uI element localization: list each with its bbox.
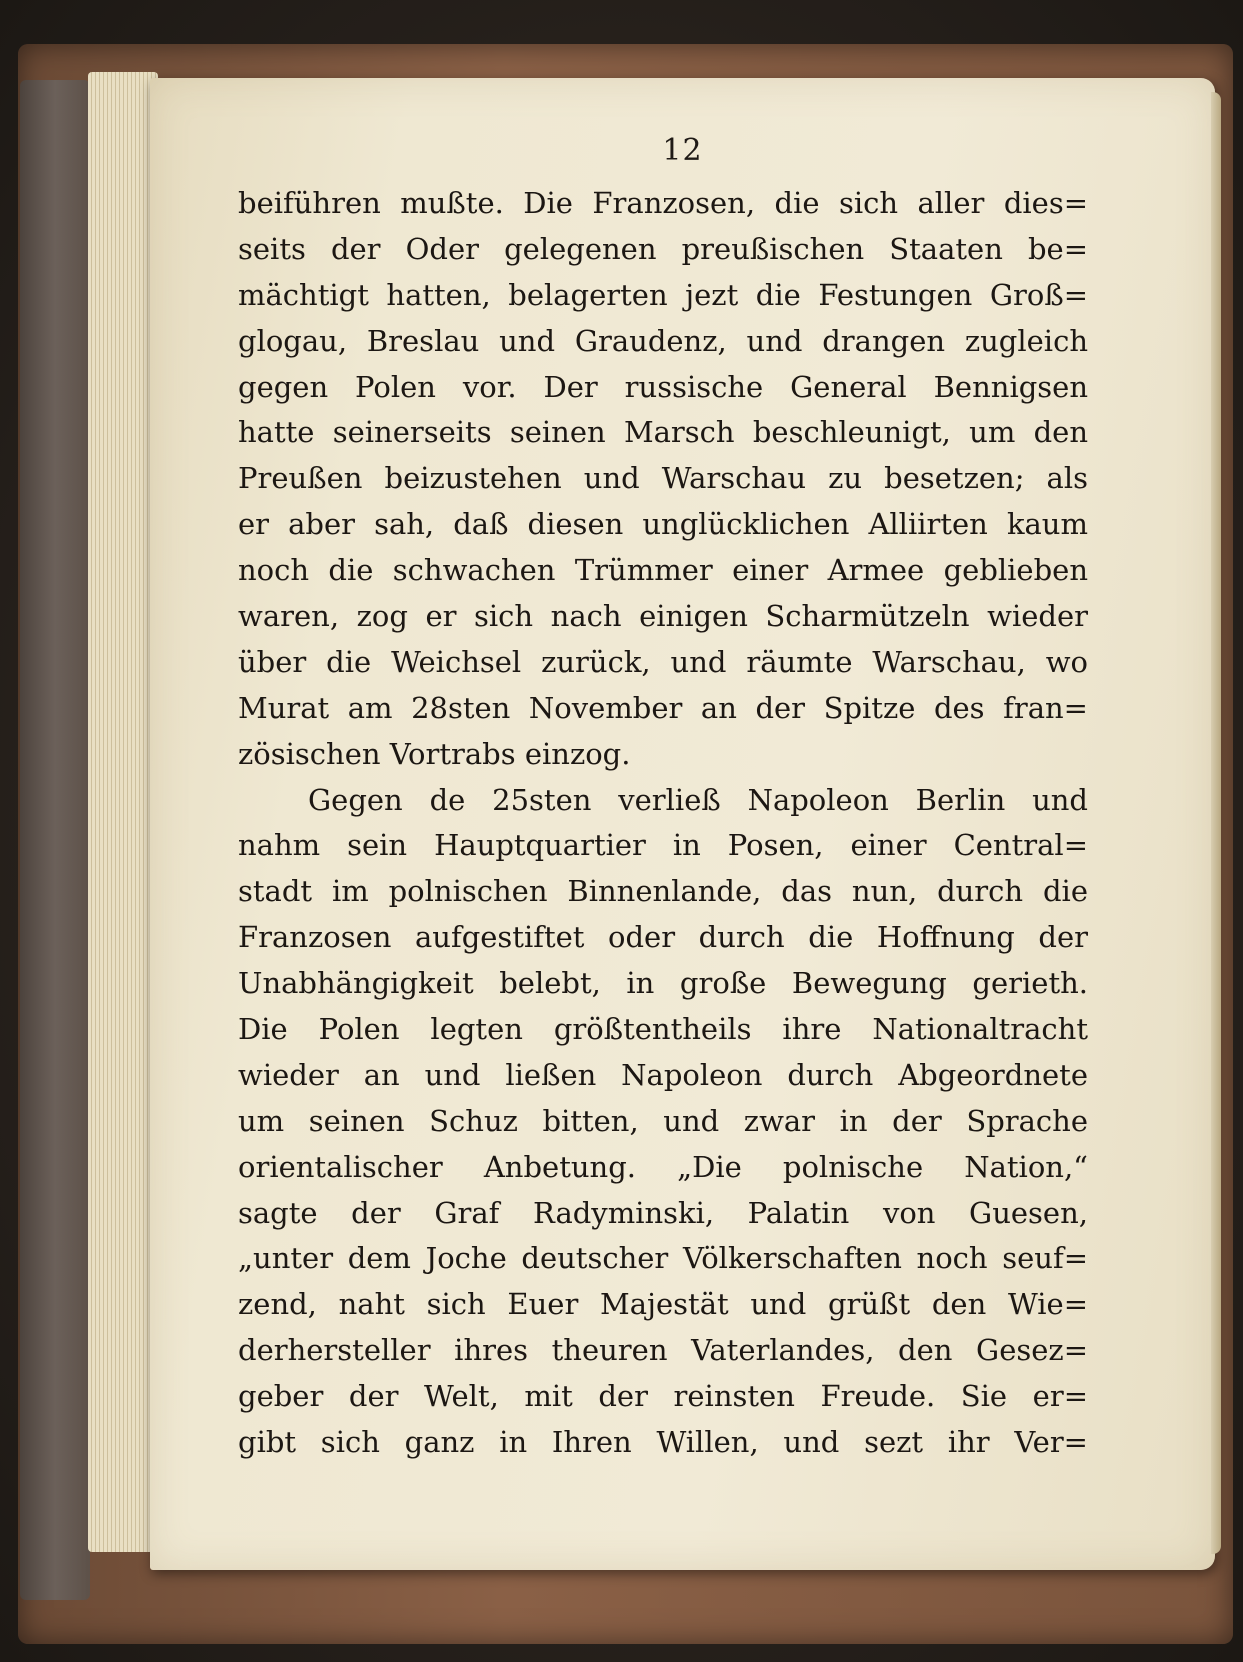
text-line: seits der Oder gelegenen preußischen Staaten be= bbox=[238, 231, 1088, 266]
text-line: geber der Welt, mit der reinsten Freude. Sie er= bbox=[238, 1379, 1088, 1414]
page-edge bbox=[1211, 92, 1221, 1554]
text-line: Unabhängigkeit belebt, in große Bewegung gerieth. bbox=[238, 966, 1088, 1001]
text-line: gegen Polen vor. Der russische General Bennigsen bbox=[238, 369, 1088, 404]
text-line: sagte der Graf Radyminski, Palatin von Guesen, bbox=[238, 1195, 1088, 1230]
text-line: noch die schwachen Trümmer einer Armee geblieben bbox=[238, 553, 1088, 588]
text-line: Murat am 28sten November an der Spitze des fran= bbox=[238, 690, 1088, 725]
text-line: hatte seinerseits seinen Marsch beschleunigt, um den bbox=[238, 415, 1088, 450]
text-line: Franzosen aufgestiftet oder durch die Hoffnung der bbox=[238, 920, 1088, 955]
text-line: um seinen Schuz bitten, und zwar in der Sprache bbox=[238, 1103, 1088, 1138]
text-line: zösischen Vortrabs einzog. bbox=[238, 736, 631, 771]
text-line: stadt im polnischen Binnenlande, das nun, durch die bbox=[238, 874, 1088, 909]
book-spine bbox=[20, 80, 90, 1600]
book-page bbox=[150, 78, 1215, 1570]
text-line: glogau, Breslau und Graudenz, und drangen zugleich bbox=[238, 323, 1088, 358]
paragraph-1 bbox=[238, 181, 1088, 778]
text-line: nahm sein Hauptquartier in Posen, einer Central= bbox=[238, 828, 1088, 863]
text-line: Preußen beizustehen und Warschau zu besetzen; als bbox=[238, 461, 1088, 496]
text-line: „unter dem Joche deutscher Völkerschaften noch seuf= bbox=[238, 1241, 1088, 1276]
text-line: über die Weichsel zurück, und räumte Warschau, wo bbox=[238, 644, 1088, 679]
text-line: gibt sich ganz in Ihren Willen, und sezt ihr Ver= bbox=[238, 1425, 1088, 1460]
text-line: wieder an und ließen Napoleon durch Abgeordnete bbox=[238, 1057, 1088, 1092]
text-line: waren, zog er sich nach einigen Scharmützeln wieder bbox=[238, 599, 1088, 634]
text-line: zend, naht sich Euer Majestät und grüßt den Wie= bbox=[238, 1287, 1088, 1322]
page-stack-edges bbox=[88, 72, 158, 1552]
text-line: er aber sah, daß diesen unglücklichen Alliirten kaum bbox=[238, 507, 1088, 542]
page-number: 12 bbox=[662, 133, 703, 168]
text-line: mächtigt hatten, belagerten jezt die Festungen Groß= bbox=[238, 277, 1088, 312]
paragraph-2 bbox=[238, 778, 1088, 1466]
text-line: derhersteller ihres theuren Vaterlandes, den Gesez= bbox=[238, 1333, 1088, 1368]
text-line: beiführen mußte. Die Franzosen, die sich aller dies= bbox=[238, 186, 1088, 220]
text-line: Die Polen legten größtentheils ihre Nationaltracht bbox=[238, 1012, 1088, 1047]
text-line: orientalischer Anbetung. „Die polnische Nation,“ bbox=[238, 1149, 1088, 1184]
text-line: Gegen de 25sten verließ Napoleon Berlin und bbox=[308, 782, 1088, 817]
body-text bbox=[238, 181, 1088, 1466]
